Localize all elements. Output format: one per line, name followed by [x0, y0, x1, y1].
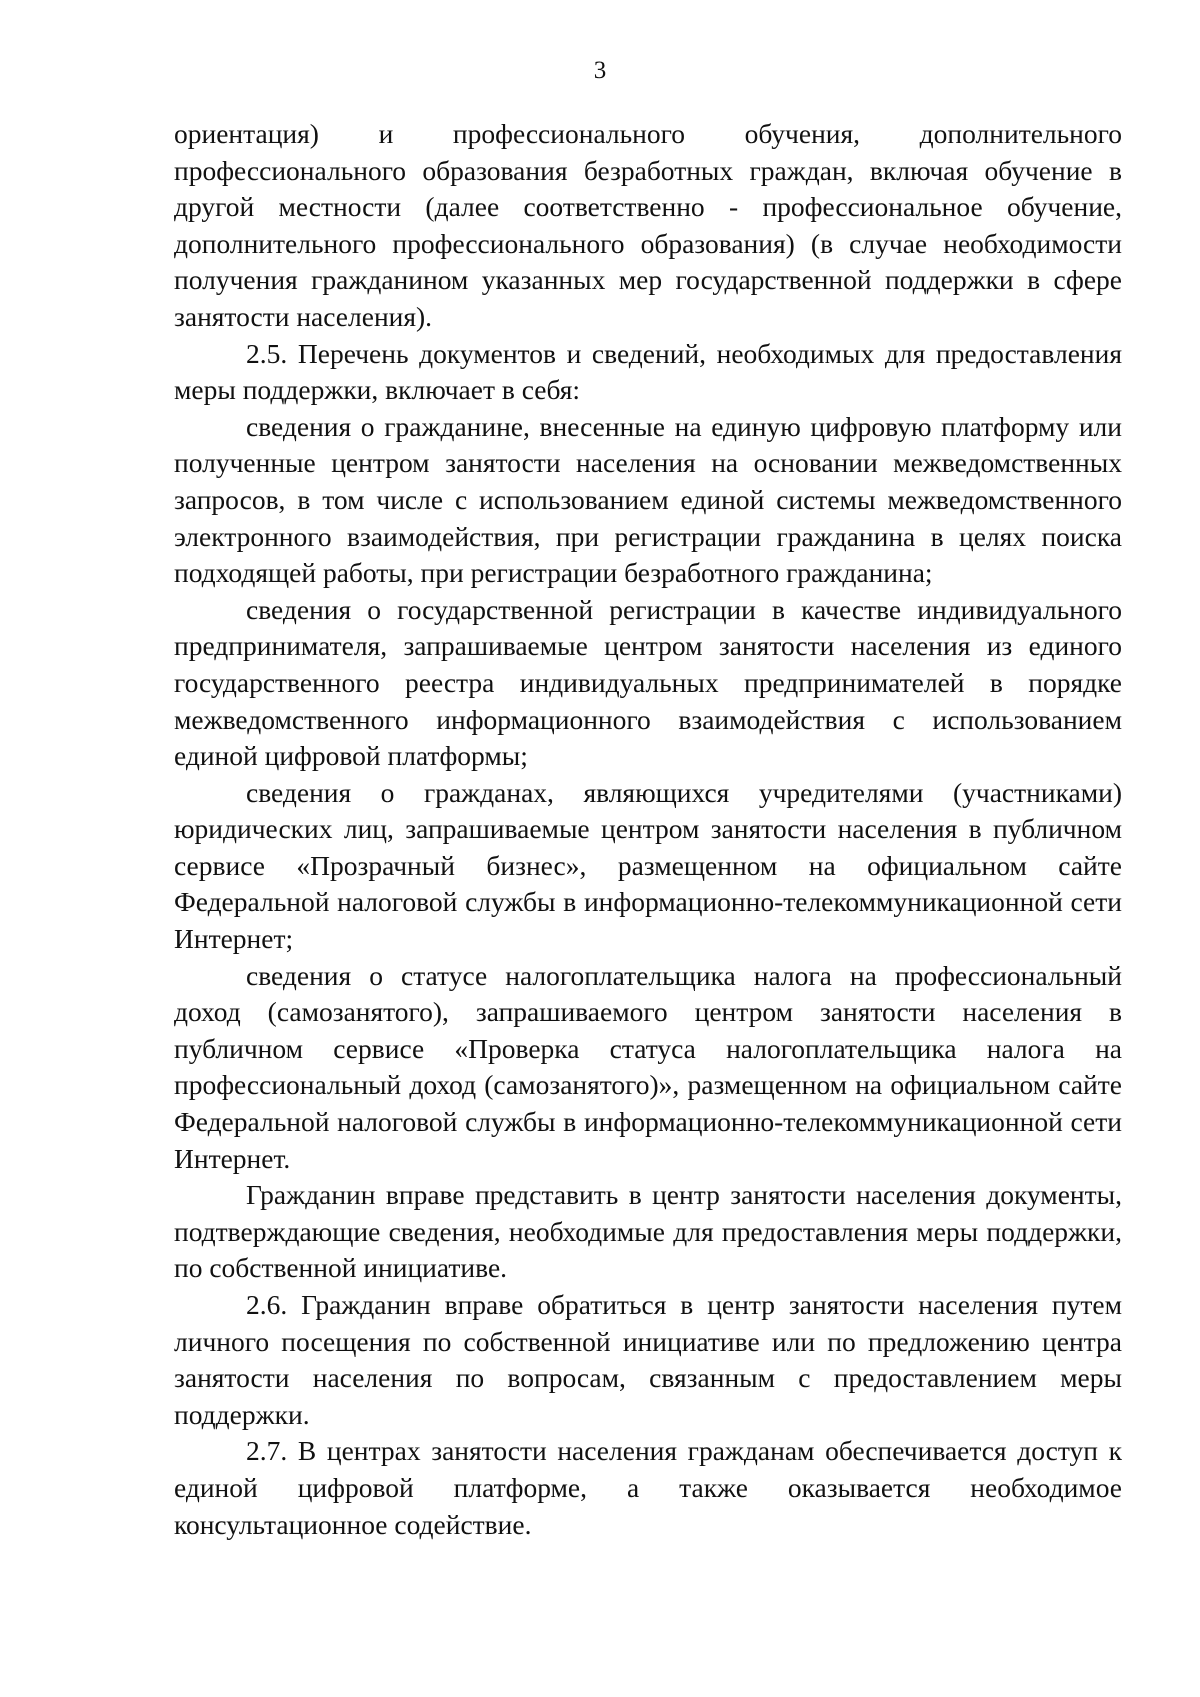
- paragraph-continuation: ориентация) и профессионального обучения, дополнительного профессионального образования безработных граждан, включая обучение в другой местности (далее соответственно - профессиональное обучение, дополнительного профессионального образования) (в случае необходимости получения гражданином указанных мер государственной поддержки в сфере занятости населения).: [174, 118, 1122, 332]
- paragraph-2-7: 2.7. В центрах занятости населения гражданам обеспечивается доступ к единой цифровой платформе, а также оказывается необходимое консультационное содействие.: [174, 1435, 1122, 1540]
- paragraph-selfemployed-status: сведения о статусе налогоплательщика налога на профессиональный доход (самозанятого), запрашиваемого центром занятости населения в публичном сервисе «Проверка статуса налогоплательщика налога на профессиональный доход (самозанятого)», размещенном на официальном сайте Федеральной налоговой службы в информационно-телекоммуникационной сети Интернет.: [174, 959, 1122, 1174]
- page-number: 3: [593, 57, 607, 84]
- paragraph-2-5: 2.5. Перечень документов и сведений, необходимых для предоставления меры поддержки, включает в себя:: [174, 337, 1122, 406]
- paragraph-2-6: 2.6. Гражданин вправе обратиться в центр занятости населения путем личного посещения по собственной инициативе или по предложению центра занятости населения по вопросам, связанным с предоставлением меры поддержки.: [174, 1289, 1122, 1430]
- paragraph-founders-info: сведения о гражданах, являющихся учредителями (участниками) юридических лиц, запрашиваемые центром занятости населения в публичном сервисе «Прозрачный бизнес», размещенном на официальном сайте Федеральной налоговой службы в информационно-телекоммуникационной сети Интернет;: [174, 776, 1122, 955]
- paragraph-ip-registration: сведения о государственной регистрации в качестве индивидуального предпринимателя, запрашиваемые центром занятости населения из единого государственного реестра индивидуальных предпринимателей в порядке межведомственного информационного взаимодействия с использованием единой цифровой платформы;: [174, 593, 1122, 772]
- paragraph-citizen-info: сведения о гражданине, внесенные на единую цифровую платформу или полученные центром занятости населения на основании межведомственных запросов, в том числе с использованием единой системы межведомственного электронного взаимодействия, при регистрации гражданина в целях поиска подходящей работы, при регистрации безработного гражданина;: [174, 410, 1122, 589]
- paragraph-own-initiative: Гражданин вправе представить в центр занятости населения документы, подтверждающие сведения, необходимые для предоставления меры поддержки, по собственной инициативе.: [174, 1179, 1122, 1284]
- document-body: [174, 116, 1122, 1543]
